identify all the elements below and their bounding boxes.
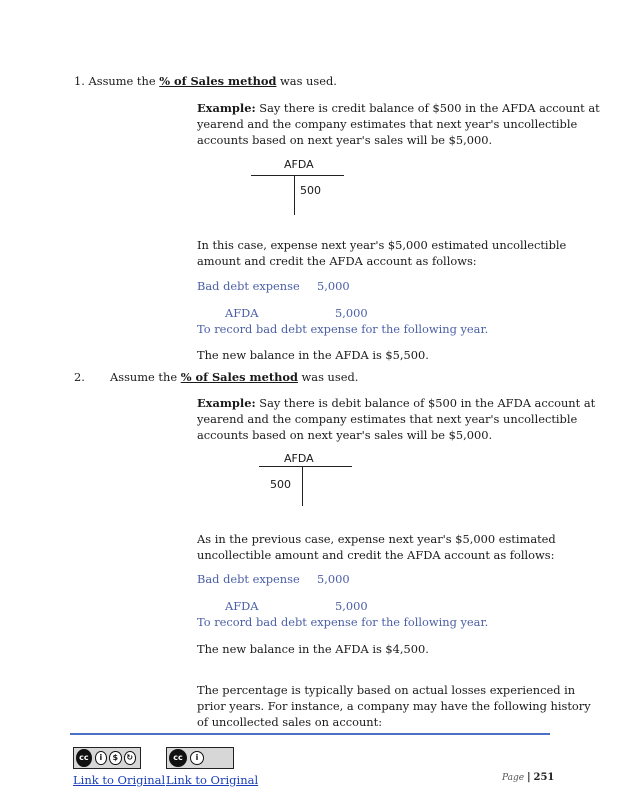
journal-debit-amount: 5,000 — [317, 279, 350, 293]
body-text: In this case, expense next year's $5,000 estimated uncollectible — [197, 238, 567, 252]
journal-credit-amount: 5,000 — [335, 306, 368, 320]
body-text: amount and credit the AFDA account as follows: — [197, 254, 477, 268]
heading-text: Assume the — [88, 74, 156, 88]
example-line: yearend and the company estimates that next year's uncollectible — [197, 117, 578, 131]
nc-icon: $ — [109, 751, 121, 765]
paragraph-line: prior years. For instance, a company may have the following history — [197, 699, 591, 713]
body-text: As in the previous case, expense next year's $5,000 estimated — [197, 532, 556, 546]
example-line: yearend and the company estimates that next year's uncollectible — [197, 412, 578, 426]
page-label: Page — [502, 773, 525, 783]
t-account-divider — [294, 175, 295, 215]
paragraph-line: of uncollected sales on account: — [197, 715, 383, 729]
cc-by-badge[interactable] — [166, 747, 234, 769]
journal-credit-account: AFDA — [225, 306, 259, 320]
journal-credit-account: AFDA — [225, 599, 259, 613]
example-text: Say there is debit balance of $500 in the AFDA account at — [259, 396, 596, 410]
t-account-top-line — [251, 175, 344, 176]
page-separator: | — [526, 772, 531, 783]
cc-by-nc-sa-badge[interactable] — [73, 747, 141, 769]
footer-rule — [70, 733, 550, 735]
t-account-top-line — [259, 466, 352, 467]
journal-memo: To record bad debt expense for the following year. — [197, 615, 489, 629]
t-account-credit-value: 500 — [300, 184, 321, 197]
paragraph-line: The percentage is typically based on actual losses experienced in — [197, 683, 576, 697]
heading-text: was used. — [280, 74, 337, 88]
page-number — [502, 770, 554, 786]
t-account-divider — [302, 466, 303, 506]
t-account-title: AFDA — [284, 158, 314, 171]
item-1-heading — [74, 73, 337, 89]
journal-debit-account: Bad debt expense — [197, 572, 300, 586]
by-icon: i — [190, 751, 204, 765]
body-text: uncollectible amount and credit the AFDA account as follows: — [197, 548, 555, 562]
item-2-number: 2. — [74, 370, 85, 384]
result-text: The new balance in the AFDA is $4,500. — [197, 642, 429, 656]
cc-icon: cc — [76, 749, 92, 767]
example-line — [197, 395, 595, 411]
journal-debit-amount: 5,000 — [317, 572, 350, 586]
example-text: Say there is credit balance of $500 in the AFDA account at — [259, 101, 600, 115]
item-number: 1. — [74, 74, 85, 88]
link-to-original-1[interactable]: Link to Original — [73, 773, 166, 787]
method-name: % of Sales method — [159, 74, 277, 88]
t-account-debit-value: 500 — [270, 478, 291, 491]
example-label: Example: — [197, 396, 256, 410]
item-2-heading — [110, 369, 358, 385]
cc-icon: cc — [169, 749, 187, 767]
by-icon: i — [95, 751, 107, 765]
page-value: 251 — [533, 772, 555, 783]
journal-debit-account: Bad debt expense — [197, 279, 300, 293]
example-label: Example: — [197, 101, 256, 115]
journal-credit-amount: 5,000 — [335, 599, 368, 613]
example-line — [197, 100, 600, 116]
sa-icon: ↻ — [124, 751, 136, 765]
heading-text: was used. — [301, 370, 359, 384]
example-line: accounts based on next year's sales will be $5,000. — [197, 133, 493, 147]
link-to-original-2[interactable]: Link to Original — [166, 773, 259, 787]
example-line: accounts based on next year's sales will be $5,000. — [197, 428, 493, 442]
t-account-title: AFDA — [284, 452, 314, 465]
result-text: The new balance in the AFDA is $5,500. — [197, 348, 429, 362]
heading-text: Assume the — [110, 370, 178, 384]
method-name: % of Sales method — [180, 370, 298, 384]
journal-memo: To record bad debt expense for the following year. — [197, 322, 489, 336]
